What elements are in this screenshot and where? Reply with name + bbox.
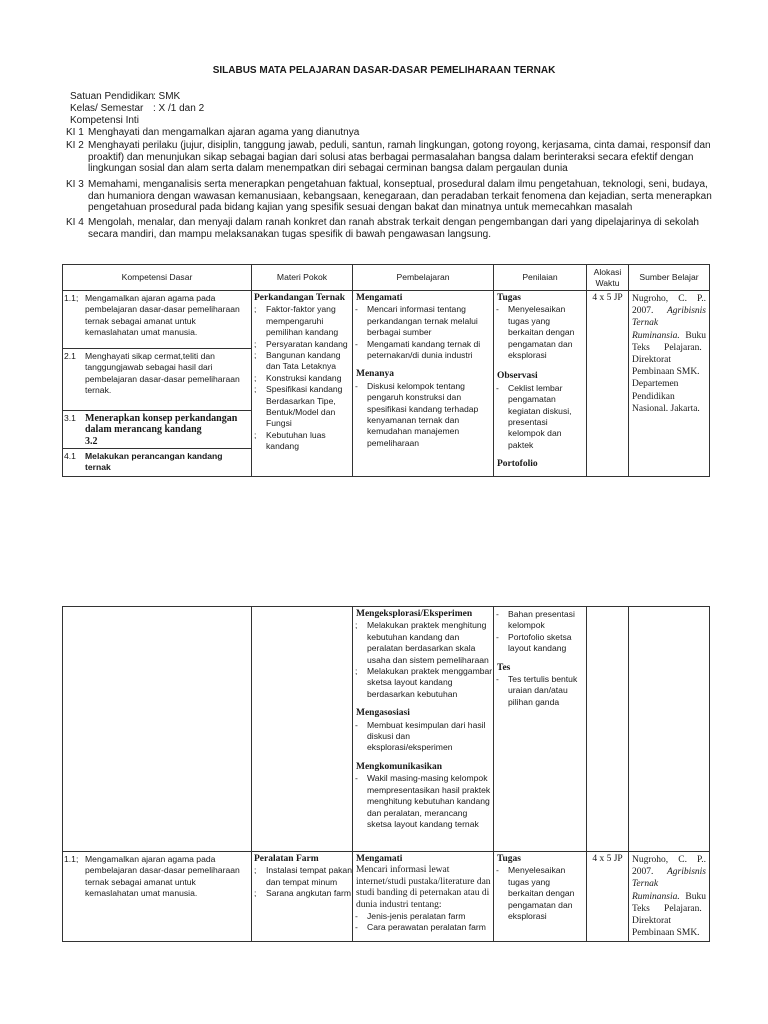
alokasi-cell [587, 607, 629, 852]
penilaian-item: - Ceklist lembar pengamatan kegiatan diskusi, presentasi kelompok dan paktek [496, 382, 572, 450]
penilaian-text: Tes tertulis bentuk uraian dan/atau pilihan ganda [508, 674, 578, 707]
penilaian-cell [494, 852, 587, 942]
header-alokasi-waktu: Alokasi Waktu [587, 265, 629, 291]
silabus-table-2 [62, 606, 710, 942]
header-penilaian: Penilaian [494, 265, 587, 291]
observasi-title: Observasi [497, 371, 538, 382]
tugas-title: Tugas [497, 854, 521, 864]
materi-text: Persyaratan kandang [266, 338, 348, 349]
materi-text: Kebutuhan luas kandang [266, 429, 326, 452]
materi-item: ; Sarana angkutan farm [254, 888, 352, 899]
komunikasi-title: Mengkomunikasikan [356, 761, 443, 772]
pembelajaran-item: - Wakil masing-masing kelompok mempresentasikan hasil praktek menghitung kebutuhan kandang dan peralatan, merancang sketsa layout kandang ternak [355, 773, 491, 829]
sumber-cell [629, 607, 710, 852]
kd-sub-number: 3.2 [85, 435, 98, 447]
sumber-cell [629, 852, 710, 942]
pembelajaran-text: Membuat kesimpulan dari hasil diskusi dan eksplorasi/eksperimen [367, 719, 486, 753]
header-kompetensi-dasar: Kompetensi Dasar [63, 265, 252, 291]
satuan-label: Satuan Pendidikan [70, 91, 154, 102]
eksplorasi-title: Mengeksplorasi/Eksperimen [356, 609, 473, 619]
ki-code: KI 4 [66, 217, 84, 228]
materi-text: Sarana angkutan farm [266, 888, 352, 899]
sumber-line: Ruminansia. Buku [632, 330, 706, 341]
sumber-line: Pembinaan SMK. [632, 928, 700, 939]
mengamati-title: Mengamati [356, 854, 403, 864]
materi-cell [252, 291, 353, 477]
pembelajaran-item: - Membuat kesimpulan dari hasil diskusi dan eksplorasi/eksperimen [355, 719, 486, 753]
materi-item: ; Instalasi tempat pakan dan tempat minum [254, 865, 352, 887]
penilaian-cell [494, 607, 587, 852]
pembelajaran-text: Melakukan praktek menggambar sketsa layout kandang berdasarkan kebutuhan [367, 666, 493, 699]
materi-text: Konstruksi kandang [266, 372, 342, 383]
materi-item: ; Kebutuhan luas kandang [254, 429, 326, 452]
alokasi-cell: 4 x 5 JP [587, 291, 629, 477]
sumber-line: Nasional. Jakarta. [632, 403, 700, 414]
sumber-line: Teks Pelajaran. [632, 342, 702, 353]
materi-cell [252, 607, 353, 852]
kd-text: Mengamalkan ajaran agama pada pembelajaran dasar-dasar pemeliharaan ternak sebagai amanat untuk kemaslahatan umat manusia. [85, 293, 240, 338]
penilaian-text: Ceklist lembar pengamatan kegiatan diskusi, presentasi kelompok dan paktek [508, 382, 572, 450]
kd-number: 3.1 [64, 413, 76, 423]
kd-item [63, 291, 251, 349]
pembelajaran-text: Diskusi kelompok tentang pengaruh konstruksi dan spesifikasi kandang terhadap kenyamanan ternak dan kemudahan manajemen pemeliharaan [367, 380, 479, 448]
sumber-line: Nugroho, C. P.. [632, 294, 706, 304]
penilaian-item: - Tes tertulis bentuk uraian dan/atau pilihan ganda [496, 674, 578, 707]
kd-item [63, 449, 251, 473]
silabus-table-1 [62, 264, 710, 477]
sumber-line: Ternak [632, 318, 659, 329]
kd-text: Menerapkan konsep perkandangan dalam merancang kandang [85, 413, 238, 436]
sumber-line: Departemen [632, 379, 679, 390]
kd-number: 1.1; [64, 854, 79, 864]
kd-number: 1.1; [64, 293, 79, 303]
sumber-cell [629, 291, 710, 477]
sumber-line: Direktorat [632, 355, 672, 366]
asosiasi-title: Mengasosiasi [356, 708, 410, 719]
kd-number: 2.1 [64, 351, 76, 361]
kd-cell [63, 291, 252, 477]
kd-text: Menghayati sikap cermat,teliti dan tanggungjawab sebagai hasil dari pembelajaran dasar-dasar pemeliharaan ternak. [85, 351, 240, 396]
pembelajaran-item: - Jenis-jenis peralatan farm [355, 911, 466, 922]
materi-text: Instalasi tempat pakan dan tempat minum [266, 865, 352, 887]
kelas-value: : X /1 dan 2 [153, 103, 205, 114]
sumber-line: Direktorat [632, 916, 672, 927]
pembelajaran-text: Wakil masing-masing kelompok mempresentasikan hasil praktek menghitung kebutuhan kandang dan peralatan, merancang sketsa layout kandang ternak [367, 773, 491, 829]
tes-title: Tes [497, 662, 511, 673]
pembelajaran-item: - Cara perawatan peralatan farm [355, 922, 486, 933]
ki-text: Mengolah, menalar, dan menyaji dalam ranah konkret dan ranah abstrak terkait dengan pengembangan dari yang dipelajarinya di sekolah secara mandiri, dan mampu melaksanakan tugas spesifik di bawah pengawasan langsung. [88, 217, 699, 240]
sumber-line: Pembinaan SMK. [632, 367, 700, 378]
sumber-line: Ternak [632, 879, 659, 890]
sumber-line: Nugroho, C. P.. [632, 855, 706, 865]
ki-text: Menghayati dan mengamalkan ajaran agama yang dianutnya [88, 127, 360, 138]
kelas-label: Kelas/ Semestar [70, 103, 144, 114]
penilaian-text: Bahan presentasi kelompok [508, 609, 575, 631]
kd-cell [63, 852, 252, 942]
materi-text: Faktor-faktor yang mempengaruhi pemilihan kandang [266, 304, 339, 338]
materi-text: Bangunan kandang dan Tata Letaknya [266, 350, 341, 372]
materi-title: Perkandangan Ternak [254, 293, 346, 303]
penilaian-item: - Menyelesaikan tugas yang berkaitan dengan pengamatan dan eksplorasi [496, 865, 575, 922]
pembelajaran-item: - Mencari informasi tentang perkandangan ternak melalui berbagai sumber [355, 304, 478, 338]
materi-item: ; Spesifikasi kandang Berdasarkan Tipe, Bentuk/Model dan Fungsi [254, 384, 343, 429]
penilaian-text: Menyelesaikan tugas yang berkaitan dengan pengamatan dan eksplorasi [508, 865, 575, 922]
kd-cell [63, 607, 252, 852]
tugas-title: Tugas [497, 293, 521, 303]
header-materi-pokok: Materi Pokok [252, 265, 353, 291]
materi-item: ; Konstruksi kandang [254, 372, 342, 383]
pembelajaran-cell [353, 607, 494, 852]
pembelajaran-cell [353, 852, 494, 942]
materi-title: Peralatan Farm [254, 854, 319, 864]
ki-text: Memahami, menganalisis serta menerapkan pengetahuan faktual, konseptual, prosedural dalam ilmu pengetahuan, teknologi, seni, budaya, dan humaniora dengan wawasan kemanusiaan, kebangsaan, kenegaraan, dan peradaban terkait fenomena dan kejadian, serta menerapkan pengetahuan prosedural pada bidang kajian yang spesifik sesuai dengan bakat dan minatnya untuk memecahkan masalah [88, 179, 712, 214]
materi-item: ; Faktor-faktor yang mempengaruhi pemilihan kandang [254, 304, 339, 338]
sumber-line: Ruminansia. Buku [632, 891, 706, 902]
pembelajaran-text: Melakukan praktek menghitung kebutuhan kandang dan peralatan berdasarkan skala usaha dan sistem pemeliharaan [367, 620, 489, 665]
sumber-line: 2007. Agribisnis [632, 867, 706, 878]
sumber-line: Pendidikan [632, 391, 675, 402]
menanya-title: Menanya [356, 369, 394, 380]
pembelajaran-item: - Diskusi kelompok tentang pengaruh konstruksi dan spesifikasi kandang terhadap kenyamanan ternak dan kemudahan manajemen pemeliharaan [355, 380, 479, 448]
kd-text: Melakukan perancangan kandang ternak [85, 451, 223, 473]
penilaian-item: - Bahan presentasi kelompok [496, 609, 575, 631]
pembelajaran-item: ; Melakukan praktek menghitung kebutuhan kandang dan peralatan berdasarkan skala usaha dan sistem pemeliharaan [355, 620, 489, 665]
alokasi-cell: 4 x 5 JP [587, 852, 629, 942]
kd-text: Mengamalkan ajaran agama pada pembelajaran dasar-dasar pemeliharaan ternak sebagai amanat untuk kemaslahatan umat manusia. [85, 854, 240, 899]
ki-text: Menghayati perilaku (jujur, disiplin, tanggung jawab, peduli, santun, ramah lingkungan, gotong royong, kerjasama, cinta damai, responsif dan proaktif) dan menunjukan sikap sebagai bagian dari solusi atas berbagai permasalahan bangsa dalam berinteraksi secara efektif dengan lingkungan sosial dan alam serta dalam menempatkan diri sebagai cerminan bangsa dalam pergaulan dunia [88, 140, 711, 175]
ki-label: Kompetensi Inti [70, 115, 139, 126]
penilaian-text: Menyelesaikan tugas yang berkaitan dengan pengamatan dan eksplorasi [508, 304, 575, 361]
pembelajaran-text: Mengamati kandang ternak di peternakan/di dunia industri [367, 338, 481, 361]
penilaian-cell [494, 291, 587, 477]
materi-item: ; Bangunan kandang dan Tata Letaknya [254, 350, 341, 372]
materi-cell [252, 852, 353, 942]
materi-text: Spesifikasi kandang Berdasarkan Tipe, Bentuk/Model dan Fungsi [266, 384, 343, 429]
portofolio-title: Portofolio [497, 459, 538, 470]
sumber-line: 2007. Agribisnis [632, 306, 706, 317]
satuan-value: : SMK [153, 91, 181, 102]
kd-number: 4.1 [64, 451, 76, 461]
document-title: SILABUS MATA PELAJARAN DASAR-DASAR PEMELIHARAAN TERNAK [212, 65, 556, 76]
sumber-line: Teks Pelajaran. [632, 903, 702, 914]
materi-item: ; Persyaratan kandang [254, 338, 348, 349]
penilaian-item: - Portofolio sketsa layout kandang [496, 631, 572, 654]
header-sumber-belajar: Sumber Belajar [629, 265, 710, 291]
mengamati-text: Mencari informasi lewat internet/studi pustaka/literature dan studi banding di peternakan atau di dunia industri tentang: [356, 865, 491, 910]
penilaian-item: - Menyelesaikan tugas yang berkaitan dengan pengamatan dan eksplorasi [496, 304, 575, 361]
kd-item [63, 349, 251, 411]
pembelajaran-text: Cara perawatan peralatan farm [367, 922, 486, 933]
pembelajaran-cell [353, 291, 494, 477]
pembelajaran-item: - Mengamati kandang ternak di peternakan/di dunia industri [355, 338, 481, 361]
ki-code: KI 1 [66, 127, 84, 138]
mengamati-title: Mengamati [356, 293, 403, 303]
pembelajaran-text: Mencari informasi tentang perkandangan ternak melalui berbagai sumber [367, 304, 478, 338]
penilaian-text: Portofolio sketsa layout kandang [508, 631, 572, 654]
ki-code: KI 2 [66, 140, 84, 151]
pembelajaran-text: Jenis-jenis peralatan farm [367, 911, 466, 922]
pembelajaran-item: ; Melakukan praktek menggambar sketsa layout kandang berdasarkan kebutuhan [355, 666, 493, 699]
kd-item [63, 411, 251, 449]
header-pembelajaran: Pembelajaran [353, 265, 494, 291]
ki-code: KI 3 [66, 179, 84, 190]
